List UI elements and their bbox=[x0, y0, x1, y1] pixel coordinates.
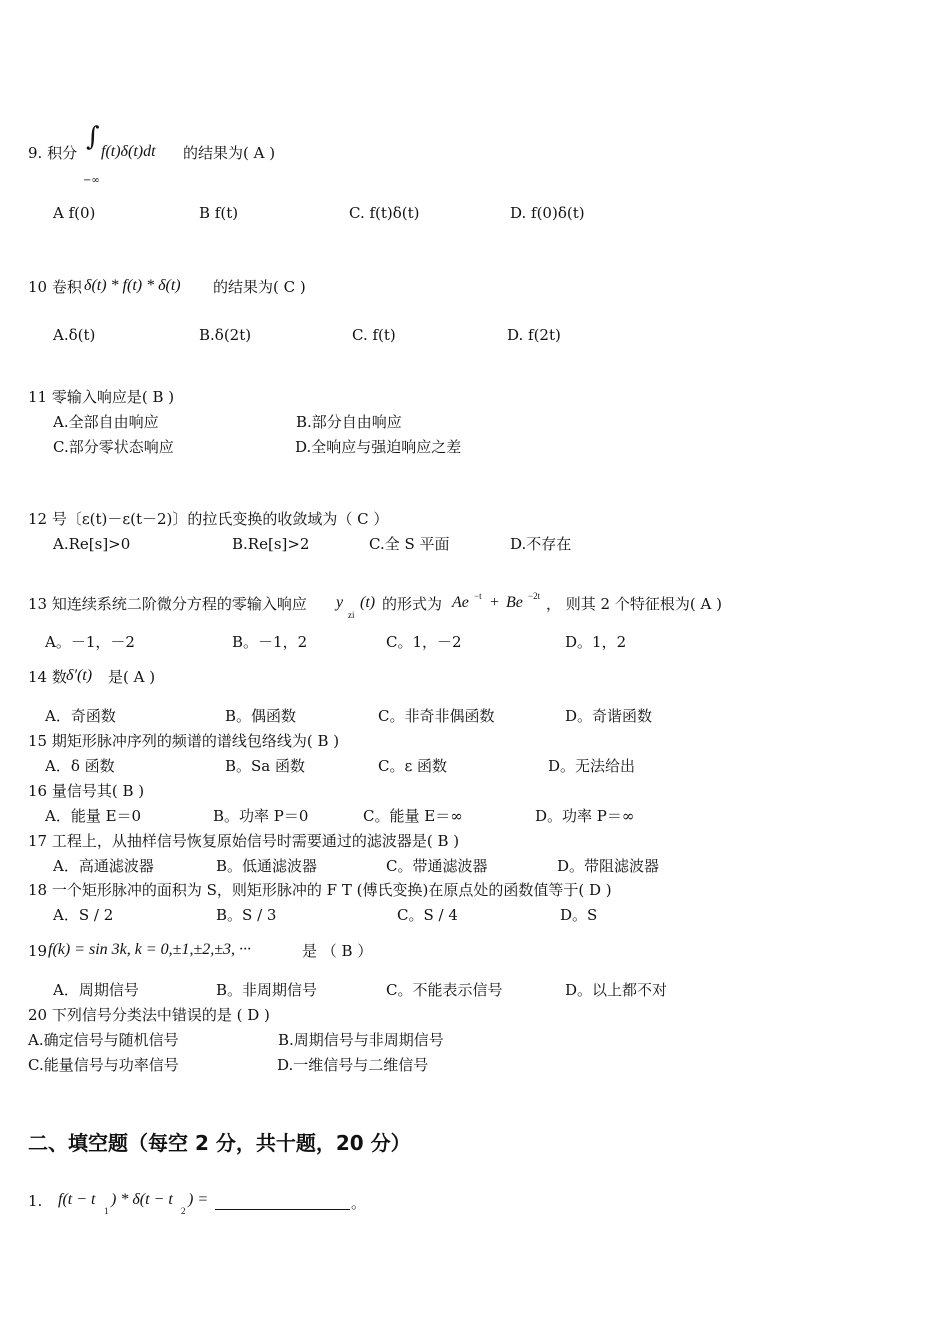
q19-option-d: D。以上都不对 bbox=[565, 981, 668, 999]
q10-option-b: B.δ(2t) bbox=[199, 326, 252, 344]
q14-option-c: C。非奇非偶函数 bbox=[378, 707, 495, 725]
q10-option-d: D. f(2t) bbox=[507, 326, 561, 344]
q10-option-a: A.δ(t) bbox=[53, 326, 96, 344]
q9-option-b: B f(t) bbox=[199, 204, 239, 222]
q20-stem: 20 下列信号分类法中错误的是 ( D ) bbox=[28, 1006, 270, 1024]
q18-stem: 18 一个矩形脉冲的面积为 S，则矩形脉冲的 F T (傅氏变换)在原点处的函数值等于( D ) bbox=[28, 881, 612, 899]
q19-prefix: 19 bbox=[28, 942, 48, 960]
q15-option-d: D。无法给出 bbox=[548, 757, 636, 775]
q12-option-c: C.全 S 平面 bbox=[369, 535, 450, 553]
q17-option-c: C。带通滤波器 bbox=[386, 857, 488, 875]
q13-suffix: ， 则其 2 个特征根为( A ) bbox=[546, 595, 722, 613]
q13-option-c: C。1，－2 bbox=[386, 633, 462, 651]
q17-option-d: D。带阻滤波器 bbox=[557, 857, 660, 875]
q17-option-a: A．高通滤波器 bbox=[53, 857, 154, 875]
q14-prefix: 14 数 bbox=[28, 668, 67, 686]
q19-suffix: 是 （ B ） bbox=[302, 942, 373, 960]
q13-y-arg: (t) bbox=[360, 594, 376, 611]
fill-formula-part-a: f(t − t bbox=[58, 1191, 96, 1208]
q18-option-b: B。S / 3 bbox=[216, 906, 277, 924]
q9-formula: f(t)δ(t)dt bbox=[101, 143, 156, 160]
q20-option-d: D.一维信号与二维信号 bbox=[277, 1056, 429, 1074]
q11-option-b: B.部分自由响应 bbox=[296, 413, 402, 431]
q12-option-d: D.不存在 bbox=[510, 535, 572, 553]
q11-option-d: D.全响应与强迫响应之差 bbox=[295, 438, 462, 456]
q14-option-d: D。奇谐函数 bbox=[565, 707, 653, 725]
fill-item-number: 1. bbox=[28, 1192, 43, 1210]
q10-prefix: 10 卷积 bbox=[28, 278, 82, 296]
q20-option-c: C.能量信号与功率信号 bbox=[28, 1056, 179, 1074]
q13-term-b: Be bbox=[506, 594, 523, 611]
q13-option-d: D。1，2 bbox=[565, 633, 627, 651]
q17-option-b: B。低通滤波器 bbox=[216, 857, 318, 875]
q15-option-b: B。Sa 函数 bbox=[225, 757, 306, 775]
q13-prefix: 13 知连续系统二阶微分方程的零输入响应 bbox=[28, 595, 307, 613]
fill-formula-sub-1: 1 bbox=[104, 1206, 109, 1216]
q16-option-b: B。功率 P＝0 bbox=[213, 807, 309, 825]
q17-stem: 17 工程上，从抽样信号恢复原始信号时需要通过的滤波器是( B ) bbox=[28, 832, 460, 850]
q13-option-a: A。－1，－2 bbox=[45, 633, 135, 651]
q14-formula: δ′(t) bbox=[66, 667, 93, 684]
q9-prefix: 9. 积分 bbox=[28, 144, 78, 162]
q20-option-a: A.确定信号与随机信号 bbox=[28, 1031, 179, 1049]
q13-exp-b: −2t bbox=[528, 591, 541, 601]
q13-middle: 的形式为 bbox=[382, 595, 443, 613]
q14-option-b: B。偶函数 bbox=[225, 707, 297, 725]
q19-formula: f(k) = sin 3k, k = 0,±1,±2,±3, ··· bbox=[48, 941, 252, 958]
fill-formula-part-c: ) = bbox=[188, 1191, 209, 1208]
q12-stem: 12 号〔ε(t)－ε(t－2)〕的拉氏变换的收敛域为（ C ） bbox=[28, 510, 389, 528]
q18-option-d: D。S bbox=[560, 906, 598, 924]
q9-option-d: D. f(0)δ(t) bbox=[510, 204, 585, 222]
q13-term-a: Ae bbox=[452, 594, 469, 611]
q11-option-a: A.全部自由响应 bbox=[53, 413, 159, 431]
q18-option-a: A．S / 2 bbox=[53, 906, 114, 924]
q19-option-c: C。不能表示信号 bbox=[386, 981, 503, 999]
fill-item-end: 。 bbox=[351, 1194, 367, 1212]
q11-option-c: C.部分零状态响应 bbox=[53, 438, 174, 456]
integral-sign-icon: ∫ bbox=[86, 122, 100, 152]
q10-option-c: C. f(t) bbox=[352, 326, 396, 344]
fill-formula-sub-2: 2 bbox=[181, 1206, 186, 1216]
q19-option-a: A．周期信号 bbox=[53, 981, 139, 999]
q9-option-c: C. f(t)δ(t) bbox=[349, 204, 420, 222]
fill-formula-part-b: ) * δ(t − t bbox=[111, 1191, 173, 1208]
q13-exp-a: −t bbox=[474, 591, 482, 601]
q16-stem: 16 量信号其( B ) bbox=[28, 782, 145, 800]
q19-option-b: B。非周期信号 bbox=[216, 981, 318, 999]
q12-option-a: A.Re[s]>0 bbox=[53, 535, 131, 553]
section-heading: 二、填空题（每空 2 分，共十题，20 分） bbox=[28, 1131, 411, 1155]
q15-stem: 15 期矩形脉冲序列的频谱的谱线包络线为( B ) bbox=[28, 732, 340, 750]
q9-option-a: A f(0) bbox=[53, 204, 96, 222]
q9-suffix: 的结果为( A ) bbox=[183, 144, 276, 162]
q13-plus: + bbox=[490, 594, 500, 611]
q14-suffix: 是( A ) bbox=[108, 668, 156, 686]
q11-stem: 11 零输入响应是( B ) bbox=[28, 388, 175, 406]
answer-blank[interactable] bbox=[215, 1195, 350, 1210]
q13-y-sub: zi bbox=[348, 610, 355, 620]
q10-suffix: 的结果为( C ) bbox=[213, 278, 306, 296]
q16-option-c: C。能量 E＝∞ bbox=[363, 807, 463, 825]
q18-option-c: C。S / 4 bbox=[397, 906, 458, 924]
q16-option-a: A．能量 E＝0 bbox=[45, 807, 142, 825]
q15-option-a: A．δ 函数 bbox=[45, 757, 115, 775]
q16-option-d: D。功率 P＝∞ bbox=[535, 807, 635, 825]
q12-option-b: B.Re[s]>2 bbox=[232, 535, 310, 553]
q10-formula: δ(t) * f(t) * δ(t) bbox=[84, 277, 181, 294]
q13-y: y bbox=[336, 594, 344, 611]
q13-option-b: B。－1，2 bbox=[232, 633, 308, 651]
q9-lower-limit: −∞ bbox=[83, 175, 100, 186]
q20-option-b: B.周期信号与非周期信号 bbox=[278, 1031, 444, 1049]
q15-option-c: C。ε 函数 bbox=[378, 757, 448, 775]
q14-option-a: A．奇函数 bbox=[45, 707, 116, 725]
